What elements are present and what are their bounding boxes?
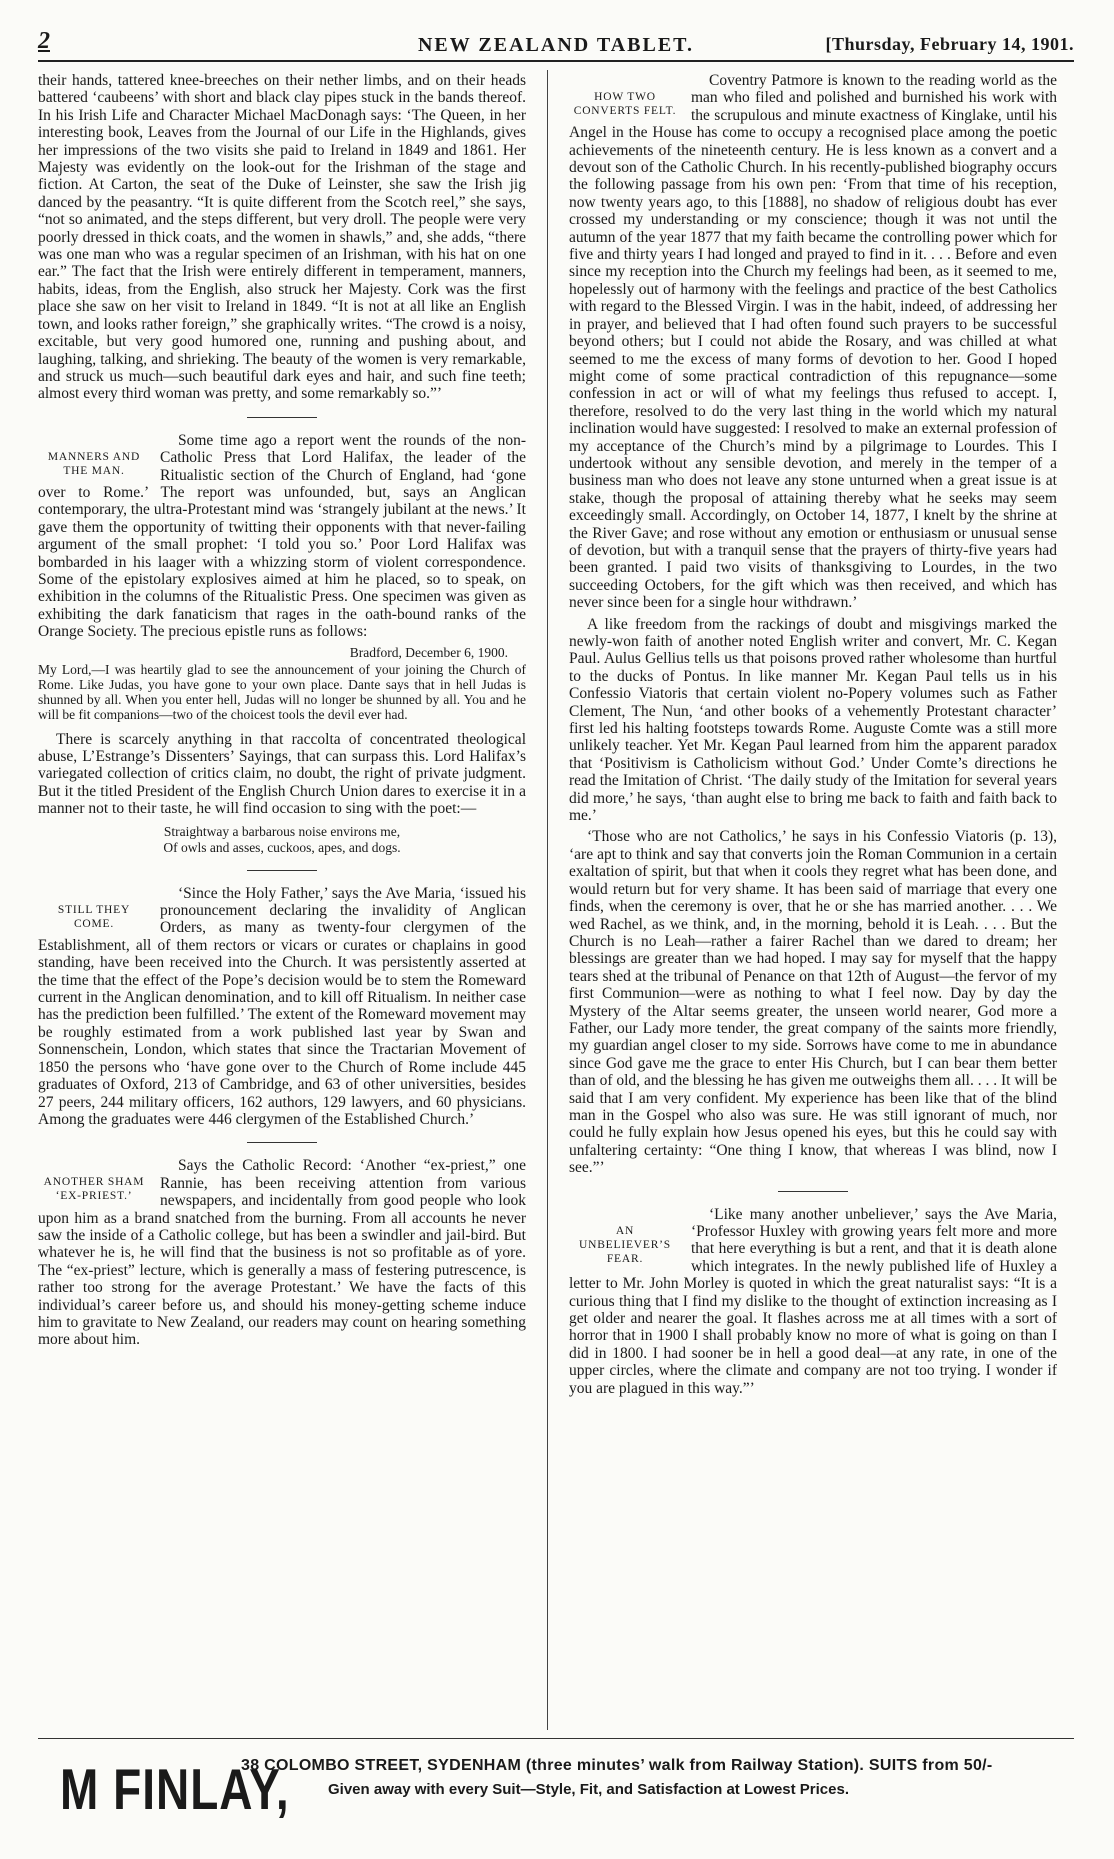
paragraph: ‘Since the Holy Father,’ says the Ave Maria, ‘issued his pronouncement declaring the invalidity of Anglican Orders, as many as twenty-four clergymen of the Establishment, all of them rectors or vicars or curates or chaplains in good standing, have been received into the Church. It was persistently asserted at the time that the effect of the Pope’s decision would be to stem the Romeward current in the Anglican denomination, and to kill off Ritualism. In neither case has the prediction been fulfilled.’ The extent of the Romeward movement may be roughly estimated from a work published last year by Swan and Sonnenschein, London, which states that since the Tractarian Movement of 1850 the persons who ‘have gone over to the Church of Rome include 445 graduates of Oxford, 213 of Cambridge, and 63 of other universities, besides 27 peers, 244 military officers, 162 authors, 129 lawyers, and 60 physicians. Among the graduates were 446 clergymen of the Established Church.’ [38, 884, 526, 1128]
poem-quote [38, 824, 526, 856]
advertisement [38, 1738, 1074, 1839]
paragraph: Some time ago a report went the rounds of the non-Catholic Press that Lord Halifax, the leader of the Ritualistic section of the Church of England, had ‘gone over to Rome.’ The report was unfounded, but, says an Anglican contemporary, the ultra-Protestant mind was ‘strangely jubilant at the news.’ It gave them the opportunity of twitting their opponents with that never-failing argument of the small prophet: ‘I told you so.’ Poor Lord Halifax was bombarded in his laager with a whizzing storm of violent correspondence. Some of the epistolary explosives aimed at him he placed, so to speak, on exhibition in the columns of the Ritualistic Press. One specimen was given as exhibiting the dark fanaticism that rages in the oath-bound ranks of the Orange Society. The precious epistle runs as follows: [38, 431, 526, 641]
paragraph: Says the Catholic Record: ‘Another “ex-priest,” one Rannie, has been receiving attention from various newspapers, and incidentally from good people who look upon him as a brand snatched from the burning. From all accounts he never saw the inside of a Catholic college, but has been a swindler and jail-bird. But whatever he is, he will find that the business is not so profitable as of yore. The “ex-priest” lecture, which is generally a mass of festering putrescence, is rather too strong for the average Protestant.’ We have the facts of this individual’s career before us, and should his money-getting scheme induce him to gravitate to New Zealand, our readers may count on hearing something more about him. [38, 1157, 526, 1349]
poem-line: Of owls and asses, cuckoos, apes, and dogs. [163, 839, 401, 855]
section-another-sham-ex-priest [38, 1157, 526, 1348]
section-how-two-converts-felt [569, 72, 1057, 1177]
side-heading: AN UNBELIEVER’S FEAR. [578, 1224, 671, 1265]
advert-address-line: 38 COLOMBO STREET, SYDENHAM (three minutes’ walk from Railway Station). SUITS from 50/- [241, 1757, 993, 1774]
left-column [38, 72, 526, 1728]
paragraph: A like freedom from the rackings of doubt and misgivings marked the newly-won faith of another noted English writer and convert, Mr. C. Kegan Paul. Aulus Gellius tells us that poisons proved rather wholesome than hurtful to the ducks of Pontus. In like manner Mr. Kegan Paul tells us in his Confessio Viatoris that certain violent no-Popery volumes such as Father Clement, The Nun, ‘and other books of a vehemently Protestant character’ first led his halting footsteps towards Rome. Auguste Comte was a still more unlikely teacher. Yet Mr. Kegan Paul learned from him the apparent paradox that ‘Positivism is Catholicism without God.’ Under Comte’s directions he read the Imitation of Christ. ‘The daily study of the Imitation for several years did more,’ he says, ‘than aught else to bring me back to faith and faith back to me.’ [569, 615, 1057, 825]
masthead [38, 26, 1074, 62]
publication-title: NEW ZEALAND TABLET. [417, 34, 695, 56]
advertiser-name: M FINLAY, [60, 1756, 290, 1822]
column-divider [547, 70, 548, 1730]
section-an-unbelievers-fear [569, 1206, 1057, 1397]
paragraph: There is scarcely anything in that raccolta of concentrated theological abuse, L’Estrange’s Dissenters’ Sayings, that can surpass this. Lord Halifax’s variegated collection of critics claim, no doubt, the right of private judgment. But it the titled President of the English Church Union dares to exercise it in a manner not to their taste, he will find occasion to sing with the poet:— [38, 730, 526, 818]
side-heading: ANOTHER SHAM ‘EX-PRIEST.’ [43, 1176, 145, 1203]
section-rule [247, 870, 317, 871]
poem-line: Straightway a barbarous noise environs me, [163, 823, 401, 839]
side-heading: HOW TWO CONVERTS FELT. [573, 91, 677, 117]
paragraph: ‘Like many another unbeliever,’ says the Ave Maria, ‘Professor Huxley with growing years felt more and more that here everything is but a rent, and that it is death alone which integrates. In the newly published life of Huxley a letter to Mr. John Morley is quoted in which the great naturalist says: “It is a curious thing that I find my dislike to the thought of extinction increasing as I get older and nearer the goal. It flashes across me at all times with a sort of horror that in 1900 I shall probably know no more of what is going on than I did in 1800. I had sooner be in hell a good deal—at any rate, in one of the upper circles, where the climate and company are not too trying. I wonder if you are plagued in this way.”’ [569, 1205, 1057, 1397]
right-column [569, 72, 1057, 1728]
side-heading: STILL THEY COME. [57, 903, 131, 930]
page-number: 2 [38, 28, 50, 54]
letter-body: My Lord,—I was heartily glad to see the announcement of your joining the Church of Rome. Like Judas, you have gone to your own place. Dante says that in hell Judas is shunned by all. When you enter hell, Judas will no longer be shunned by all. You and he will be fit companions—two of the choicest tools the devil ever had. [38, 661, 526, 723]
section-manners-and-the-man [38, 432, 526, 856]
paragraph: Coventry Patmore is known to the reading world as the man who filed and polished and burnished his work with the scrupulous and minute exactness of Kinglake, until his Angel in the House has come to occupy a recognised place among the poetic achievements of the nineteenth century. He is less known as a convert and a devout son of the Catholic Church. In his recently-published biography occurs the following passage from his own pen: ‘From that time of his reception, now twenty years ago, to this [1888], no shadow of religious doubt has ever crossed my understanding or my conscience; though it was not until the autumn of the year 1877 that my faith became the controlling power which for five and thirty years I had longed and prayed to find in it. . . . Before and even since my reception into the Church my feelings had been, as it seemed to me, hopelessly out of harmony with the feelings and practice of the best Catholics with regard to the Blessed Virgin. I was in the habit, indeed, of addressing her in prayer, and believed that I had often found such prayers to be successful beyond others; but I could not abide the Rosary, and was chilled at what seemed to me the excess of many forms of devotion to her. Good I hoped might come of some practical contradiction of this repugnance—some confession in act or will of what my feelings thus refused to accept. I, therefore, resolved to do the very last thing in the world which my natural inclination would have suggested: I resolved to make an external profession of my acceptance of the Church’s mind by a pilgrimage to Lourdes. This I undertook without any sensible devotion, and merely in the temper of a business man who does not leave any stone unturned when a great issue is at stake, though the proposal of attaining thereby what he seeks may seem exceedingly small. Accordingly, on October 14, 1877, I knelt by the shrine at the River Gave; and rose without any emotion or enthusiasm or unusual sense of devotion, but with a tranquil sense that the prayers of thirty-five years had been granted. I paid two visits of thanksgiving to Lourdes, in the two succeeding Octobers, for the gift which was then received, and which has never since been for a single hour withdrawn.’ [569, 72, 1057, 612]
section-still-they-come [38, 885, 526, 1129]
issue-date: [Thursday, February 14, 1901. [825, 34, 1074, 54]
quoted-letter [38, 645, 526, 723]
paragraph: ‘Those who are not Catholics,’ he says in his Confessio Viatoris (p. 13), ‘are apt to think and say that converts join the Roman Communion in a certain exaltation of spirit, but that when it cools they regret what has been done, and would return but for very shame. It has been said of marriage that every one finds, when the ceremony is over, that he or she has married another. . . . We wed Rachel, as we think, and, in the morning, behold it is Leah. . . . But the Church is no Leah—rather a fairer Rachel than we dared to dream; her blessings are greater than we had hoped. I may say for myself that the happy tears shed at the tribunal of Penance on that 12th of August—the fervor of my first Communion—were as nothing to what I feel now. Day by day the Mystery of the Altar seems greater, the unseen world nearer, God more a Father, our Lady more tender, the great company of the saints more friendly, my guardian angel closer to my side. Sorrows have come to me in abundance since God gave me the grace to enter His Church, but I can bear them better than of old, and the blessing he has given me outweighs them all. . . . It will be said that I am very confident. My experience has been like that of the blind man in the Gospel who also was sure. He was still ignorant of much, nor could he fully explain how Jesus opened his eyes, but this he could say with unfaltering certainty: “One thing I know, that whereas I was blind, now I see.”’ [569, 828, 1057, 1177]
letter-dateline: Bradford, December 6, 1900. [349, 644, 508, 660]
side-heading: MANNERS AND THE MAN. [47, 450, 141, 477]
article-continuation: their hands, tattered knee-breeches on their nether limbs, and on their heads battered ‘caubeens’ with short and black clay pipes stuck in the bands thereof. In his Irish Life and Character Michael MacDonagh says: ‘The Queen, in her interesting book, Leaves from the Journal of our Life in the Highlands, gives her impressions of the two visits she paid to Ireland in 1849 and 1861. Her Majesty was evidently on the look-out for the Irishman of the stage and fiction. At Carton, the seat of the Duke of Leinster, she saw the Irish jig danced by the peasantry. “It is quite different from the Scotch reel,” she says, “not so animated, and the steps different, but very droll. The people were very poorly dressed in thick coats, and the women in shawls,” and, she adds, “there was one man who was a regular specimen of an Irishman, with his hat on one ear.” The fact that the Irish were entirely different in temperament, manners, habits, ideas, from the English, also struck her Majesty. Cork was the first place she saw on her visit to Ireland in 1849. “It is not at all like an English town, and looks rather foreign,” she graphically writes. “The crowd is a noisy, excitable, but very good humored one, running and pushing about, and laughing, talking, and shrieking. The beauty of the women is very remarkable, and struck us much—such beautiful dark eyes and hair, and such fine teeth; almost every third woman was pretty, and some remarkably so.”’ [38, 72, 526, 403]
section-rule [247, 1142, 317, 1143]
section-rule [778, 1191, 848, 1192]
advert-slogan-line: Given away with every Suit—Style, Fit, and Satisfaction at Lowest Prices. [328, 1781, 849, 1798]
section-rule [247, 417, 317, 418]
